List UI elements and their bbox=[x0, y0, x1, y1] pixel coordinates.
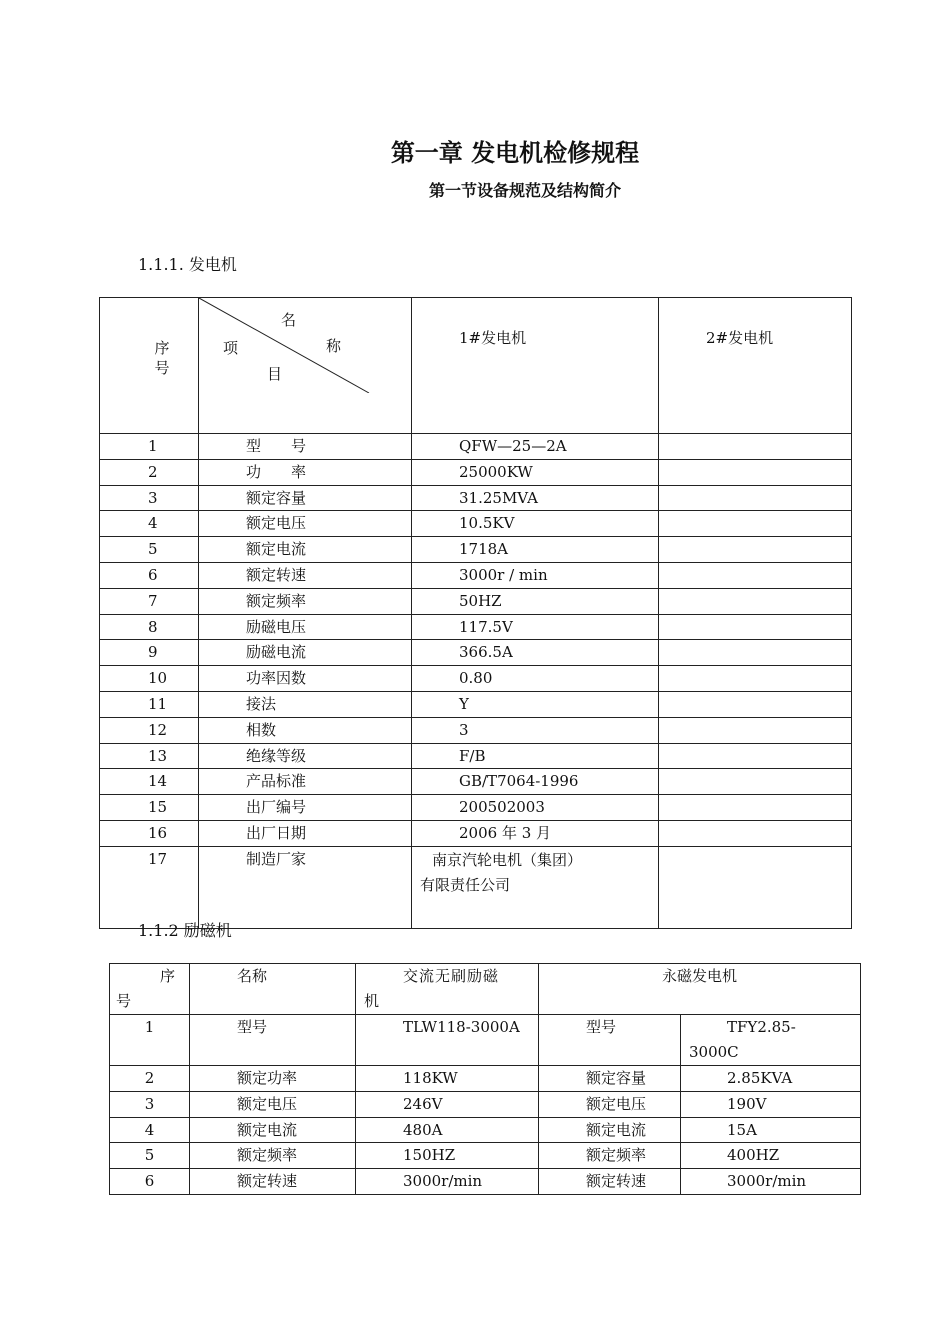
row-item: 励磁电流 bbox=[199, 640, 412, 666]
row-seq: 8 bbox=[100, 614, 199, 640]
row-gen2-value bbox=[659, 846, 852, 928]
row-item: 绝缘等级 bbox=[199, 743, 412, 769]
row-pm-name: 额定频率 bbox=[539, 1143, 681, 1169]
row-pm-name: 额定电压 bbox=[539, 1091, 681, 1117]
row-item: 出厂编号 bbox=[199, 795, 412, 821]
table-row bbox=[110, 1143, 861, 1169]
header-label-mu: 目 bbox=[267, 365, 283, 383]
row-ac-value: 118KW bbox=[356, 1066, 539, 1092]
header-gen1: 1#发电机 bbox=[412, 298, 659, 434]
row-item: 接法 bbox=[199, 691, 412, 717]
table-row bbox=[100, 614, 852, 640]
table-row bbox=[100, 769, 852, 795]
row-seq: 13 bbox=[100, 743, 199, 769]
row-item: 功率因数 bbox=[199, 666, 412, 692]
table-row bbox=[100, 640, 852, 666]
row-item: 额定电压 bbox=[199, 511, 412, 537]
row-seq: 5 bbox=[110, 1143, 190, 1169]
table-header-row bbox=[100, 298, 852, 434]
row-gen2-value bbox=[659, 769, 852, 795]
row-seq: 2 bbox=[100, 459, 199, 485]
row-gen1-value: 31.25MVA bbox=[412, 485, 659, 511]
row-ac-value: 3000r/min bbox=[356, 1169, 539, 1195]
row-gen2-value bbox=[659, 588, 852, 614]
generator-heading: 1.1.1. 发电机 bbox=[138, 255, 237, 274]
table-row bbox=[110, 1015, 861, 1066]
row-gen1-value: 3000r / min bbox=[412, 562, 659, 588]
table-row bbox=[100, 820, 852, 846]
row-gen1-value: 366.5A bbox=[412, 640, 659, 666]
table-row bbox=[100, 691, 852, 717]
row-pm-value: 190V bbox=[681, 1091, 861, 1117]
row-item: 额定频率 bbox=[199, 588, 412, 614]
row-gen1-value: 南京汽轮电机（集团） 有限责任公司 bbox=[412, 846, 659, 928]
table-row bbox=[100, 562, 852, 588]
row-seq: 4 bbox=[110, 1117, 190, 1143]
row-gen2-value bbox=[659, 820, 852, 846]
exciter-spec-table bbox=[109, 963, 861, 1195]
header-pm-generator: 永磁发电机 bbox=[539, 964, 861, 1015]
row-item: 相数 bbox=[199, 717, 412, 743]
row-pm-value: 3000r/min bbox=[681, 1169, 861, 1195]
row-ac-name: 额定频率 bbox=[190, 1143, 356, 1169]
table-row bbox=[100, 459, 852, 485]
table-row bbox=[100, 434, 852, 460]
header-seq: 序号 bbox=[100, 298, 199, 434]
row-gen1-value: 3 bbox=[412, 717, 659, 743]
row-seq: 9 bbox=[100, 640, 199, 666]
row-gen2-value bbox=[659, 691, 852, 717]
row-seq: 17 bbox=[100, 846, 199, 928]
row-seq: 3 bbox=[110, 1091, 190, 1117]
row-gen1-value: 2006 年 3 月 bbox=[412, 820, 659, 846]
table-row bbox=[100, 485, 852, 511]
header-seq: 序 号 bbox=[110, 964, 190, 1015]
row-pm-name: 型号 bbox=[539, 1015, 681, 1066]
table-row bbox=[100, 743, 852, 769]
row-seq: 1 bbox=[110, 1015, 190, 1066]
row-pm-value: 15A bbox=[681, 1117, 861, 1143]
row-item: 制造厂家 bbox=[199, 846, 412, 928]
header-label-xiang: 项 bbox=[223, 339, 239, 357]
row-seq: 11 bbox=[100, 691, 199, 717]
row-seq: 5 bbox=[100, 537, 199, 563]
row-pm-name: 额定电流 bbox=[539, 1117, 681, 1143]
row-gen2-value bbox=[659, 666, 852, 692]
row-seq: 6 bbox=[100, 562, 199, 588]
row-gen2-value bbox=[659, 434, 852, 460]
row-pm-value: TFY2.85- 3000C bbox=[681, 1015, 861, 1066]
row-ac-name: 额定电压 bbox=[190, 1091, 356, 1117]
row-pm-name: 额定容量 bbox=[539, 1066, 681, 1092]
row-seq: 6 bbox=[110, 1169, 190, 1195]
row-gen1-value: 50HZ bbox=[412, 588, 659, 614]
row-item: 型 号 bbox=[199, 434, 412, 460]
header-label-cheng: 称 bbox=[326, 337, 342, 355]
row-item: 产品标准 bbox=[199, 769, 412, 795]
row-seq: 1 bbox=[100, 434, 199, 460]
row-gen1-value: 0.80 bbox=[412, 666, 659, 692]
row-gen2-value bbox=[659, 640, 852, 666]
row-item: 功 率 bbox=[199, 459, 412, 485]
table-row bbox=[100, 717, 852, 743]
row-ac-value: TLW118-3000A bbox=[356, 1015, 539, 1066]
table-header-row bbox=[110, 964, 861, 1015]
row-gen2-value bbox=[659, 717, 852, 743]
row-ac-value: 246V bbox=[356, 1091, 539, 1117]
table-row bbox=[100, 588, 852, 614]
row-ac-name: 额定功率 bbox=[190, 1066, 356, 1092]
row-gen1-value: GB/T7064-1996 bbox=[412, 769, 659, 795]
row-gen1-value: 117.5V bbox=[412, 614, 659, 640]
row-gen2-value bbox=[659, 485, 852, 511]
row-gen1-value: 25000KW bbox=[412, 459, 659, 485]
row-gen1-value: QFW—25—2A bbox=[412, 434, 659, 460]
row-seq: 10 bbox=[100, 666, 199, 692]
table-row bbox=[110, 1066, 861, 1092]
row-seq: 3 bbox=[100, 485, 199, 511]
row-gen2-value bbox=[659, 537, 852, 563]
row-seq: 16 bbox=[100, 820, 199, 846]
row-item: 额定转速 bbox=[199, 562, 412, 588]
row-ac-name: 额定转速 bbox=[190, 1169, 356, 1195]
row-gen1-value: Y bbox=[412, 691, 659, 717]
section-subtitle: 第一节设备规范及结构简介 bbox=[428, 181, 621, 200]
table-row bbox=[110, 1117, 861, 1143]
chapter-title: 第一章 发电机检修规程 bbox=[390, 139, 640, 167]
row-pm-value: 2.85KVA bbox=[681, 1066, 861, 1092]
row-item: 额定容量 bbox=[199, 485, 412, 511]
row-gen2-value bbox=[659, 562, 852, 588]
row-seq: 7 bbox=[100, 588, 199, 614]
header-label-ming: 名 bbox=[281, 311, 297, 329]
row-pm-value: 400HZ bbox=[681, 1143, 861, 1169]
row-item: 出厂日期 bbox=[199, 820, 412, 846]
table-row bbox=[100, 846, 852, 928]
row-gen2-value bbox=[659, 614, 852, 640]
row-gen1-value: 10.5KV bbox=[412, 511, 659, 537]
row-gen1-value: 1718A bbox=[412, 537, 659, 563]
row-seq: 4 bbox=[100, 511, 199, 537]
table-row bbox=[100, 666, 852, 692]
row-seq: 2 bbox=[110, 1066, 190, 1092]
table-row bbox=[100, 795, 852, 821]
header-name: 名称 bbox=[190, 964, 356, 1015]
row-ac-name: 型号 bbox=[190, 1015, 356, 1066]
row-seq: 15 bbox=[100, 795, 199, 821]
row-ac-name: 额定电流 bbox=[190, 1117, 356, 1143]
row-gen2-value bbox=[659, 795, 852, 821]
row-gen2-value bbox=[659, 511, 852, 537]
header-ac-exciter: 交流无刷励磁 机 bbox=[356, 964, 539, 1015]
row-item: 励磁电压 bbox=[199, 614, 412, 640]
row-gen1-value: F/B bbox=[412, 743, 659, 769]
exciter-heading: 1.1.2 励磁机 bbox=[138, 921, 232, 940]
row-gen2-value bbox=[659, 459, 852, 485]
row-gen2-value bbox=[659, 743, 852, 769]
row-ac-value: 150HZ bbox=[356, 1143, 539, 1169]
table-row bbox=[100, 511, 852, 537]
header-gen2: 2#发电机 bbox=[659, 298, 852, 434]
header-diagonal-cell bbox=[199, 298, 412, 434]
row-item: 额定电流 bbox=[199, 537, 412, 563]
row-gen1-value: 200502003 bbox=[412, 795, 659, 821]
row-ac-value: 480A bbox=[356, 1117, 539, 1143]
table-row bbox=[110, 1169, 861, 1195]
generator-spec-table bbox=[99, 297, 852, 929]
row-seq: 12 bbox=[100, 717, 199, 743]
row-pm-name: 额定转速 bbox=[539, 1169, 681, 1195]
table-row bbox=[100, 537, 852, 563]
row-seq: 14 bbox=[100, 769, 199, 795]
table-row bbox=[110, 1091, 861, 1117]
